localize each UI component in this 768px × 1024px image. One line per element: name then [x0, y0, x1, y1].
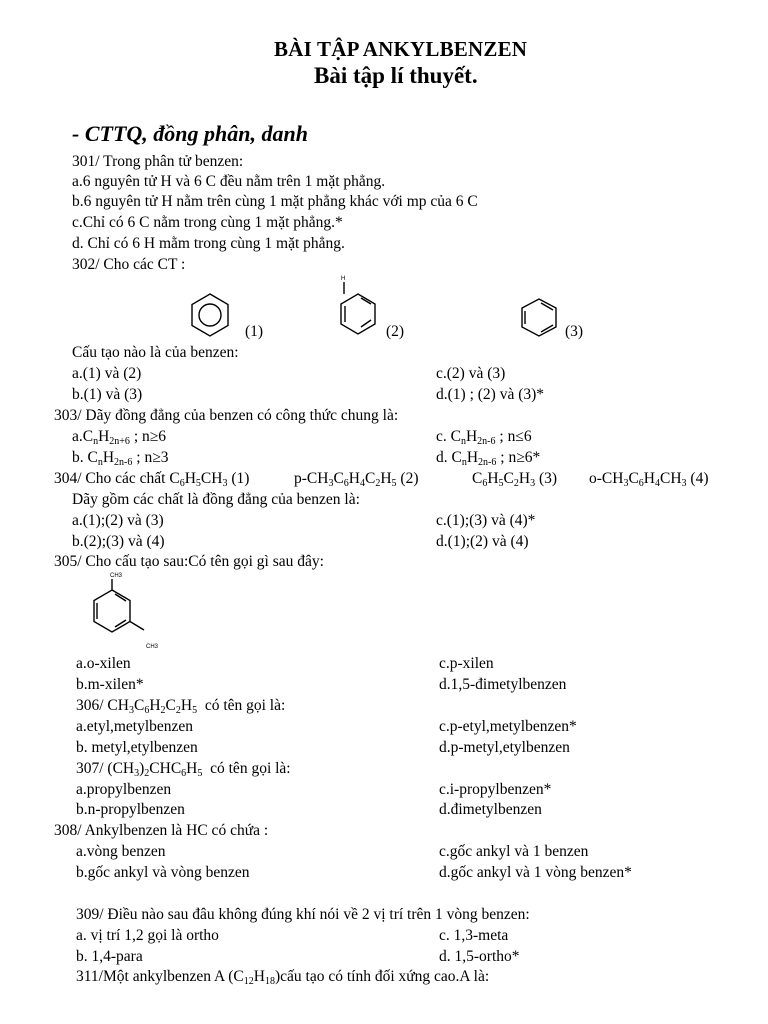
ch3-top-label: CH3: [110, 573, 123, 579]
q311-question: 311/Một ankylbenzen A $(C_{12}H_{18})cấu$ tạo có tính đối xứng cao.A là:: [76, 968, 490, 987]
m-xylene-structure: [84, 570, 164, 652]
q304-question: 304/ Cho các chất $C_6H_5CH_3$ (1): [54, 470, 250, 489]
q309-question: 309/ Điều nào sau đâu không đúng khí nói về 2 vị trí trên 1 vòng benzen:: [76, 906, 530, 923]
q309-option-b: b. 1,4-para: [76, 948, 143, 965]
benzene-structure-3: [520, 298, 560, 338]
q301-option-d: d. Chỉ có 6 H mằm trong cùng 1 mặt phẳng.: [72, 235, 345, 252]
q302-option-c: c.(2) và (3): [436, 365, 506, 382]
q305-question: 305/ Cho cấu tạo sau:Có tên gọi gì sau đây:: [54, 553, 324, 570]
q307-option-d: d.đimetylbenzen: [439, 801, 542, 818]
hydrogen-label: H: [341, 276, 346, 282]
q304-option-b: b.(2);(3) và (4): [72, 533, 165, 550]
q303-option-d: d. $C_nH_{2n-6}$ ; n≥6*: [436, 449, 541, 468]
q305-option-c: c.p-xilen: [439, 655, 494, 672]
q308-option-c: c.gốc ankyl và 1 benzen: [439, 843, 589, 860]
benzene-structure-2: [337, 272, 381, 338]
q303-option-b: b. $C_nH_{2n-6}$ ; n≥3: [72, 449, 169, 468]
q302-label-2: (2): [386, 323, 405, 340]
q306-question: 306/ $CH_3C_6H_2C_2H_5$ có tên gọi là:: [76, 697, 286, 716]
q301-option-a: a.6 nguyên tử H và 6 C đều nằm trên 1 mặt phẳng.: [72, 173, 386, 190]
page-subtitle: Bài tập lí thuyết.: [314, 63, 478, 88]
q303-option-a: $a.C_nH_{2n+6}$ ; n≥6: [72, 428, 167, 447]
q304-stem: Dãy gồm các chất là đồng đẳng của benzen là:: [72, 491, 360, 508]
q304-substance-2: $p-CH_3C_6H_4C_2H_5$ (2): [294, 470, 419, 489]
q307-option-b: b.n-propylbenzen: [76, 801, 185, 818]
q307-option-a: a.propylbenzen: [76, 781, 172, 798]
q303-question: 303/ Dãy đồng đẳng của benzen có công thức chung là:: [54, 407, 399, 424]
q305-option-d: d.1,5-đimetylbenzen: [439, 676, 567, 693]
q308-option-a: a.vòng benzen: [76, 843, 166, 860]
q304-option-d: d.(1);(2) và (4): [436, 533, 529, 550]
q302-stem: Cấu tạo nào là của benzen:: [72, 344, 239, 361]
q302-option-b: b.(1) và (3): [72, 386, 143, 403]
q302-label-1: (1): [245, 323, 264, 340]
q306-option-b: b. metyl,etylbenzen: [76, 739, 198, 756]
q302-label-3: (3): [565, 323, 584, 340]
q308-question: 308/ Ankylbenzen là HC có chứa :: [54, 822, 269, 839]
q302-question: 302/ Cho các CT :: [72, 256, 186, 273]
q306-option-d: d.p-metyl,etylbenzen: [439, 739, 570, 756]
q304-substance-4: $o-CH_3C_6H_4CH_3$ (4): [589, 470, 709, 489]
q309-option-c: c. 1,3-meta: [439, 927, 509, 944]
q308-option-b: b.gốc ankyl và vòng benzen: [76, 864, 250, 881]
q309-option-a: a. vị trí 1,2 gọi là ortho: [76, 927, 219, 944]
q305-option-a: a.o-xilen: [76, 655, 131, 672]
q303-option-c: c. $C_nH_{2n-6}$ ; n≤6: [436, 428, 532, 447]
q309-option-d: d. 1,5-ortho*: [439, 948, 520, 965]
q304-substance-3: $C_6H_5C_2H_3$ (3): [472, 470, 558, 489]
q301-option-b: b.6 nguyên tử H nằm trên cùng 1 mặt phẳng khác với mp của 6 C: [72, 193, 478, 210]
q306-option-c: c.p-etyl,metylbenzen*: [439, 718, 577, 735]
q304-option-c: c.(1);(3) và (4)*: [436, 512, 536, 529]
ch3-bottom-label: CH3: [146, 644, 159, 650]
page-title: BÀI TẬP ANKYLBENZEN: [274, 37, 528, 61]
q302-option-a: a.(1) và (2): [72, 365, 142, 382]
section-heading: - CTTQ, đồng phân, danh: [72, 121, 308, 146]
q305-option-b: b.m-xilen*: [76, 676, 144, 693]
q308-option-d: d.gốc ankyl và 1 vòng benzen*: [439, 864, 632, 881]
q307-question: 307/ $(CH_3)_2CHC_6H_5$ có tên gọi là:: [76, 760, 291, 779]
q301-option-c: c.Chỉ có 6 C nằm trong cùng 1 mặt phẳng.*: [72, 214, 343, 231]
q301-question: 301/ Trong phân tử benzen:: [72, 153, 244, 170]
q306-option-a: a.etyl,metylbenzen: [76, 718, 194, 735]
q304-option-a: a.(1);(2) và (3): [72, 512, 164, 529]
benzene-structure-1: [190, 293, 230, 337]
q307-option-c: c.i-propylbenzen*: [439, 781, 552, 798]
q302-option-d: d.(1) ; (2) và (3)*: [436, 386, 545, 403]
